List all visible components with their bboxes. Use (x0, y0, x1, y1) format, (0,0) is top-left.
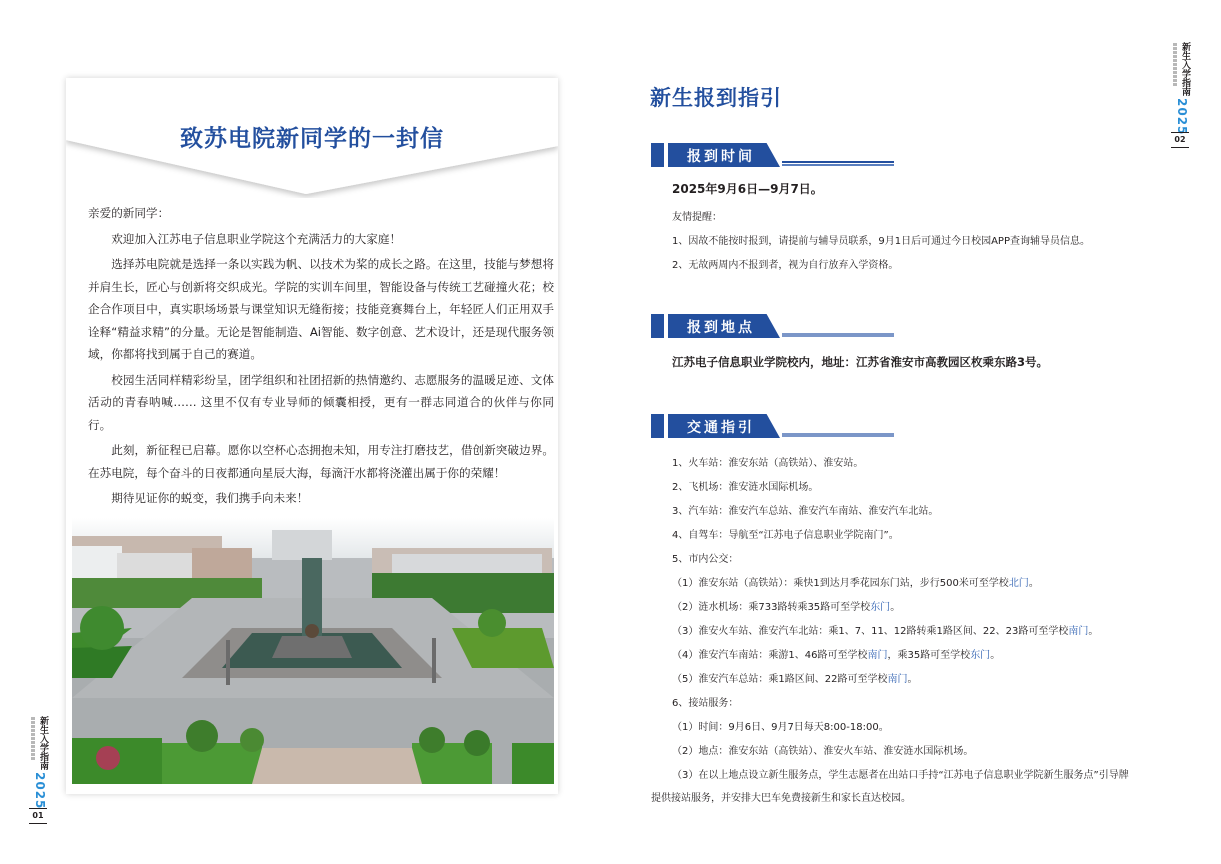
transport-item: 4、自驾车：导航至“江苏电子信息职业学院南门”。 (672, 530, 899, 541)
bus-route-end: 。 (890, 602, 901, 613)
section-heading-label: 交通指引 (687, 420, 755, 436)
gate-name: 南门 (887, 674, 908, 685)
section-heading-label: 报到时间 (687, 149, 755, 165)
section-heading-label: 报到地点 (687, 320, 755, 336)
letter-paragraph: 欢迎加入江苏电子信息职业学院这个充满活力的大家庭！ (111, 231, 402, 246)
letter-paragraph: 选择苏电院就是选择一条以实践为帆、以技术为桨的成长之路。在这里，技能与梦想将并肩生长，匠心与创新将交织成光。学院的实训车间里，智能设备与传统工艺碰撞火花；校企合作项目中，真实职场场景与课堂知识无缝衔接；技能竞赛舞台上，年轻匠人们正用双手诠释“精益求精”的分量。无论是智能制造、Ai智能、数字创意、艺术设计，还是现代服务领域，你都将找到属于自己的赛道。 (88, 257, 554, 361)
gate-name: 东门 (870, 602, 891, 613)
bus-route (672, 622, 1098, 637)
pickup-label: 6、接站服务： (672, 698, 739, 709)
letter-paragraph: 此刻，新征程已启幕。愿你以空杯心态拥抱未知，用专注打磨技艺，借创新突破边界。在苏电院，每个奋斗的日夜都通向星辰大海，每滴汗水都将浇灌出属于你的荣耀！ (88, 443, 554, 480)
heading-underline (782, 433, 894, 437)
heading-underline (782, 164, 894, 166)
heading-underline (782, 333, 894, 337)
guide-title: 新生报到指引 (650, 86, 782, 110)
reminder-label: 友情提醒： (672, 212, 722, 223)
bus-route-text: （2）涟水机场：乘733路转乘35路可至学校 (672, 602, 871, 613)
guide-year: 2025 (1175, 98, 1189, 136)
bus-route-text: （3）淮安火车站、淮安汽车北站：乘1、7、11、12路转乘1路区间、22、23路可至学校 (672, 626, 1069, 637)
side-label-left (29, 716, 49, 826)
letter-header-banner (66, 78, 558, 198)
letter-paragraph: 校园生活同样精彩纷呈，团学组织和社团招新的热情邀约、志愿服务的温暖足迹、文体活动的青春呐喊…… 这里不仅有专业导师的倾囊相授，更有一群志同道合的伙伴与你同行。 (88, 372, 554, 432)
side-label-right (1171, 42, 1191, 152)
reminder-item: 1、因故不能按时报到，请提前与辅导员联系，9月1日后可通过今日校园APP查询辅导员信息。 (672, 236, 1090, 247)
gate-name: 南门 (1068, 626, 1089, 637)
gate-name: 南门 (867, 650, 888, 661)
bus-route-text: （1）淮安东站（高铁站）：乘快1到达月季花园东门站，步行500米可至学校 (672, 578, 1009, 589)
reminder-item: 2、无故两周内不报到者，视为自行放弃入学资格。 (672, 260, 899, 271)
letter-title: 致苏电院新同学的一封信 (180, 126, 444, 152)
heading-underline (782, 161, 894, 163)
section-heading-location (651, 314, 896, 339)
page-number: 01 (29, 808, 47, 824)
bus-route (672, 598, 900, 613)
transport-item: 3、汽车站：淮安汽车总站、淮安汽车南站、淮安汽车北站。 (672, 506, 939, 517)
letter-body (88, 202, 554, 513)
bus-route-end: 。 (1088, 626, 1099, 637)
pickup-item: 提供接站服务，并安排大巴车免费接新生和家长直达校园。 (651, 793, 911, 804)
gate-name: 北门 (1008, 578, 1029, 589)
transport-item: 2、飞机场：淮安涟水国际机场。 (672, 482, 819, 493)
heading-accent-bar (651, 414, 664, 438)
bus-route-text: （4）淮安汽车南站：乘游1、46路可至学校 (672, 650, 868, 661)
heading-accent-bar (651, 143, 664, 167)
heading-accent-bar (651, 314, 664, 338)
campus-photo (72, 518, 554, 784)
english-subtitle-decoration (31, 717, 35, 761)
guide-name-vertical: 新生入学指南 (1180, 42, 1190, 96)
bus-route-text: （5）淮安汽车总站：乘1路区间、22路可至学校 (672, 674, 888, 685)
section-heading-time (651, 143, 896, 168)
page-number: 02 (1171, 132, 1189, 148)
transport-item: 1、火车站：淮安东站（高铁站）、淮安站。 (672, 458, 864, 469)
pickup-item: （1）时间：9月6日、9月7日每天8:00-18:00。 (672, 722, 889, 733)
letter-greeting: 亲爱的新同学： (88, 206, 170, 220)
bus-route (672, 670, 917, 685)
transport-item: 5、市内公交： (672, 554, 739, 565)
bus-route (672, 574, 1039, 589)
bus-route-text: ，乘35路可至学校 (887, 650, 971, 661)
section-heading-transport (651, 414, 896, 439)
pickup-item: （3）在以上地点设立新生服务点，学生志愿者在出站口手持“江苏电子信息职业学院新生服务点”引导牌 (672, 770, 1129, 781)
bus-route-end: 。 (1028, 578, 1039, 589)
bus-route-end: 。 (990, 650, 1001, 661)
campus-plaza-illustration (72, 518, 554, 784)
guide-year: 2025 (33, 772, 47, 810)
english-subtitle-decoration (1173, 43, 1177, 87)
letter-card (66, 78, 558, 794)
guide-name-vertical: 新生入学指南 (38, 716, 48, 770)
registration-address: 江苏电子信息职业学院校内，地址：江苏省淮安市高教园区枚乘东路3号。 (672, 355, 1048, 369)
letter-paragraph: 期待见证你的蜕变，我们携手向未来！ (111, 491, 309, 505)
registration-date: 2025年9月6日—9月7日。 (672, 182, 823, 196)
pickup-item: （2）地点：淮安东站（高铁站）、淮安火车站、淮安涟水国际机场。 (672, 746, 974, 757)
bus-route (672, 646, 1000, 661)
gate-name: 东门 (970, 650, 991, 661)
bus-route-end: 。 (907, 674, 918, 685)
